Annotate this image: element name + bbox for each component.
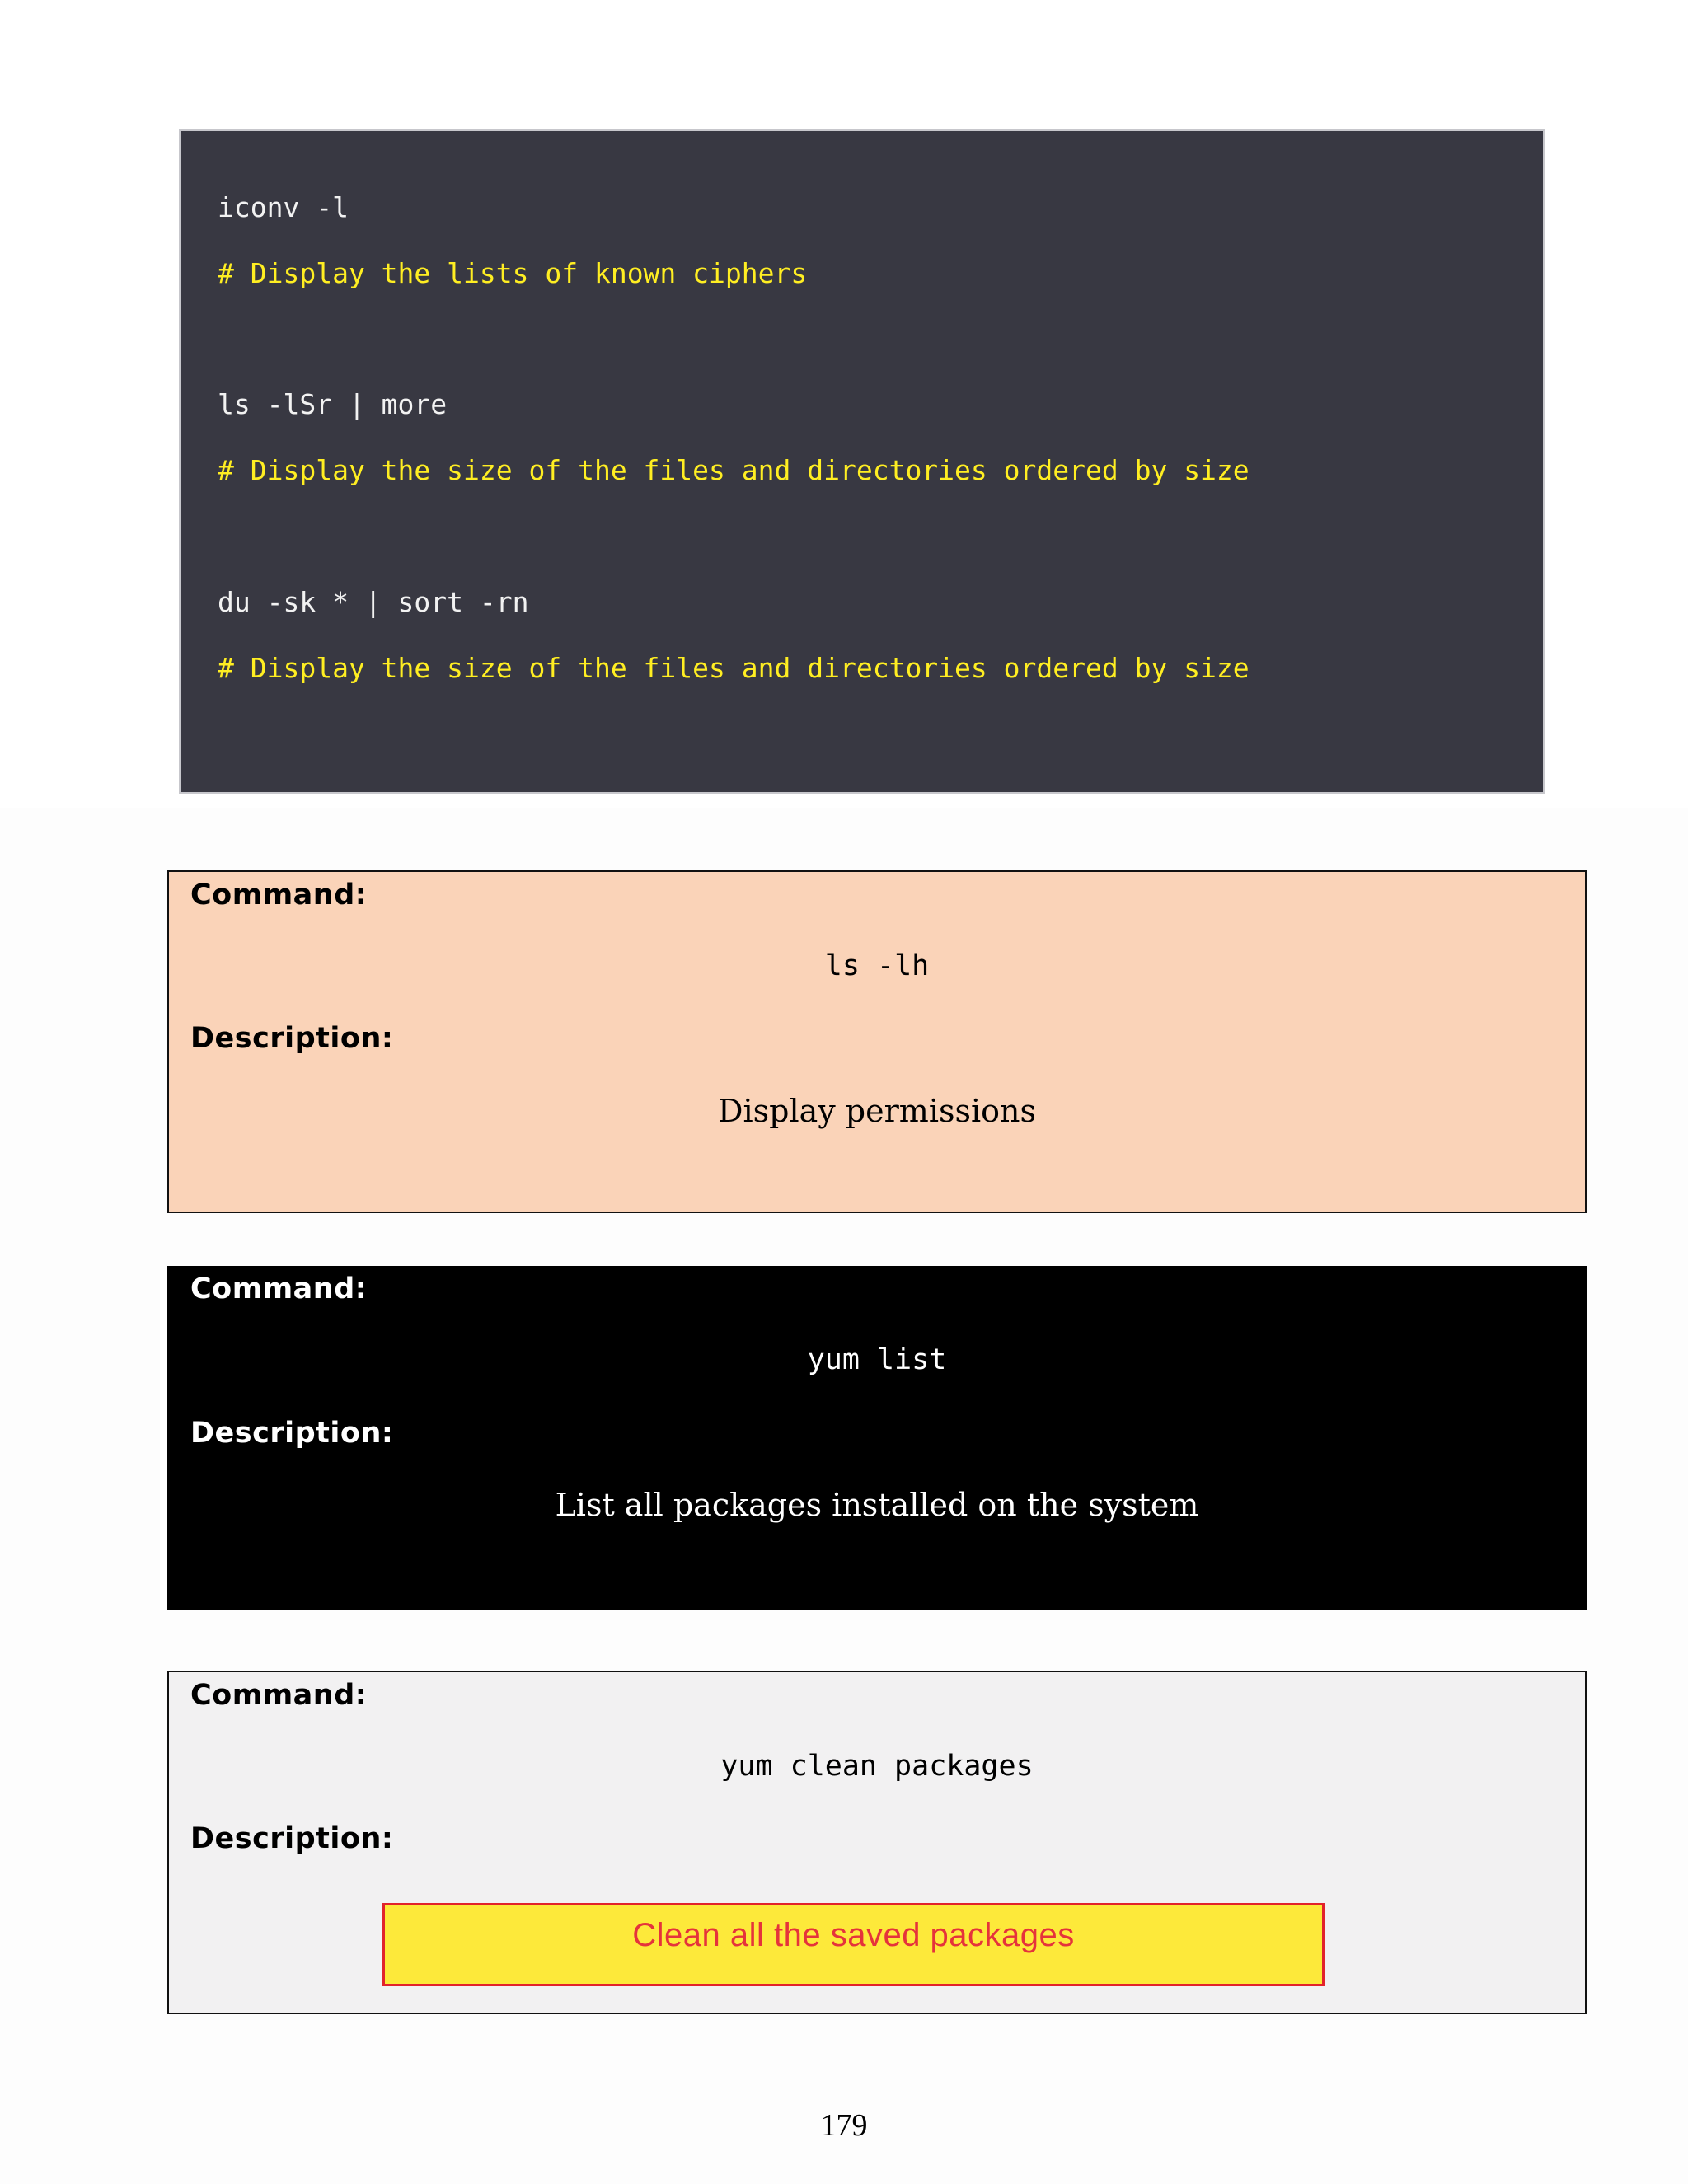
description-text: List all packages installed on the system <box>555 1487 1199 1523</box>
command-text: yum clean packages <box>720 1750 1034 1783</box>
code-comment-ls: # Display the size of the files and directories ordered by size <box>218 454 1250 486</box>
command-label: Command: <box>190 879 368 912</box>
command-card-ls-lh <box>167 870 1587 1213</box>
command-label: Command: <box>190 1272 368 1305</box>
command-text: ls -lh <box>824 949 930 982</box>
description-text: Display permissions <box>718 1093 1036 1129</box>
code-command-iconv: iconv -l <box>218 191 349 223</box>
description-highlight <box>382 1903 1325 1986</box>
description-label: Description: <box>190 1022 394 1055</box>
page-number: 179 <box>820 2108 868 2143</box>
description-label: Description: <box>190 1822 394 1855</box>
code-comment-iconv: # Display the lists of known ciphers <box>218 257 808 289</box>
description-label: Description: <box>190 1417 394 1450</box>
code-comment-du: # Display the size of the files and directories ordered by size <box>218 652 1250 684</box>
command-card-yum-clean <box>167 1671 1587 2014</box>
command-card-yum-list <box>167 1266 1587 1610</box>
code-command-du: du -sk * | sort -rn <box>218 586 529 618</box>
description-text: Clean all the saved packages <box>632 1917 1075 1953</box>
code-command-ls: ls -lSr | more <box>218 388 448 420</box>
code-block <box>179 129 1545 794</box>
command-text: yum list <box>807 1343 947 1376</box>
command-label: Command: <box>190 1679 368 1712</box>
